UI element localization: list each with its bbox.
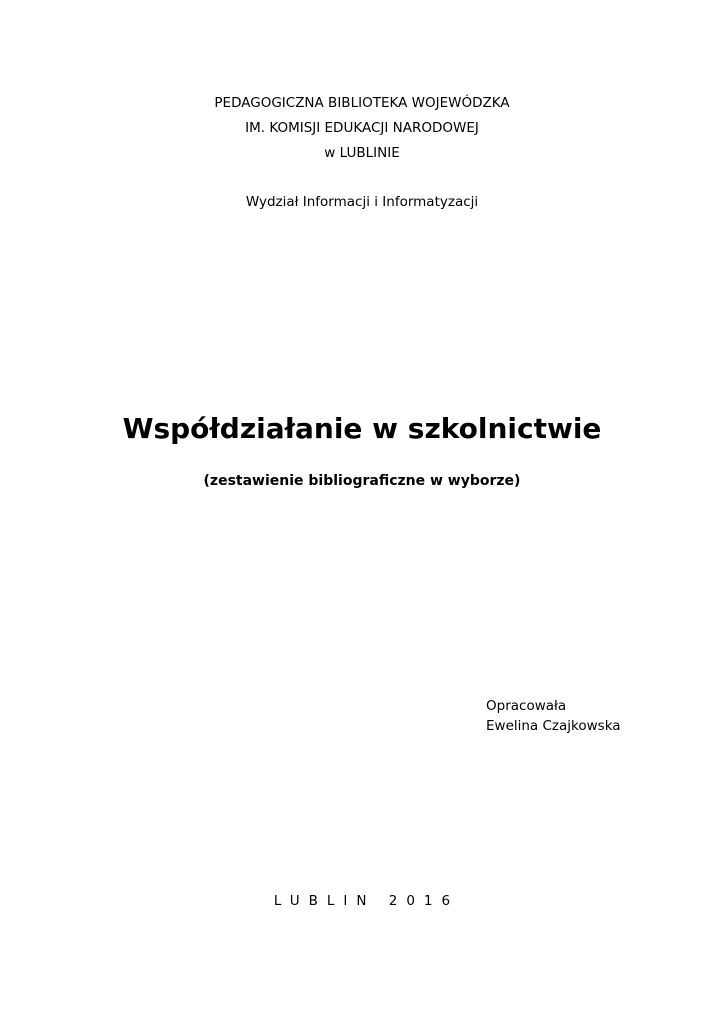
institution-name-line1: PEDAGOGICZNA BIBLIOTEKA WOJEWÓDZKA (214, 95, 510, 111)
department-name: Wydział Informacji i Informatyzacji (245, 194, 479, 210)
author-block (486, 696, 621, 736)
institution-city: w LUBLINIE (324, 145, 400, 161)
author-label: Opracowała (486, 698, 567, 714)
document-title: Współdziałanie w szkolnictwie (122, 412, 602, 445)
document-subtitle: (zestawienie bibliograficzne w wyborze) (203, 473, 521, 489)
author-name: Ewelina Czajkowska (486, 718, 621, 734)
institution-name-line2: IM. KOMISJI EDUKACJI NARODOWEJ (245, 120, 479, 136)
place-and-year: LUBLIN 2016 (273, 893, 460, 909)
